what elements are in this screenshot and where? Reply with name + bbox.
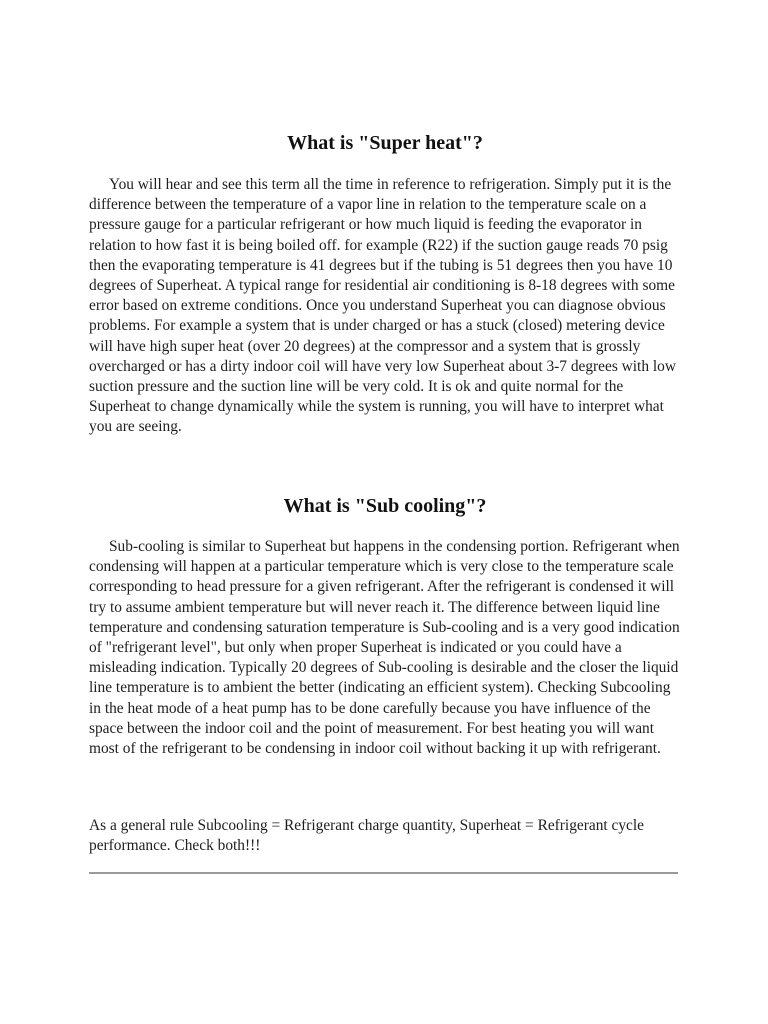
super-heat-paragraph: You will hear and see this term all the time in reference to refrigeration. Simply put it is the difference between the temperature of a vapor line in relation to the temperature scale on a pressure gauge for a particular refrigerant or how much liquid is feeding the evaporator in relation to how fast it is being boiled off. for example (R22) if the suction gauge reads 70 psig then the evaporating temperature is 41 degrees but if the tubing is 51 degrees then you have 10 degrees of Superheat. A typical range for residential air conditioning is 8-18 degrees with some error based on extreme conditions. Once you understand Superheat you can diagnose obvious problems. For example a system that is under charged or has a stuck (closed) metering device will have high super heat (over 20 degrees) at the compressor and a system that is grossly overcharged or has a dirty indoor coil will have very low Superheat about 3-7 degrees with low suction pressure and the suction line will be very cold. It is ok and quite normal for the Superheat to change dynamically while the system is running, you will have to interpret what you are seeing.	[89, 176, 676, 436]
section-heading-super-heat: What is "Super heat"?	[287, 132, 483, 154]
horizontal-divider	[89, 872, 678, 874]
general-rule-paragraph: As a general rule Subcooling = Refrigerant charge quantity, Superheat = Refrigerant cycle performance. Check both!!!	[89, 817, 644, 855]
section-heading-sub-cooling: What is "Sub cooling"?	[283, 495, 487, 517]
sub-cooling-paragraph: Sub-cooling is similar to Superheat but happens in the condensing portion. Refrigerant when condensing will happen at a particular temperature which is very close to the temperature scale corresponding to head pressure for a given refrigerant. After the refrigerant is condensed it will try to assume ambient temperature but will never reach it. The difference between liquid line temperature and condensing saturation temperature is Sub-cooling and is a very good indication of "refrigerant level", but only when proper Superheat is indicated or you could have a misleading indication. Typically 20 degrees of Sub-cooling is desirable and the closer the liquid line temperature is to ambient the better (indicating an efficient system). Checking Subcooling in the heat mode of a heat pump has to be done carefully because you have influence of the space between the indoor coil and the point of measurement. For best heating you will want most of the refrigerant to be condensing in indoor coil without backing it up with refrigerant.	[89, 538, 680, 758]
